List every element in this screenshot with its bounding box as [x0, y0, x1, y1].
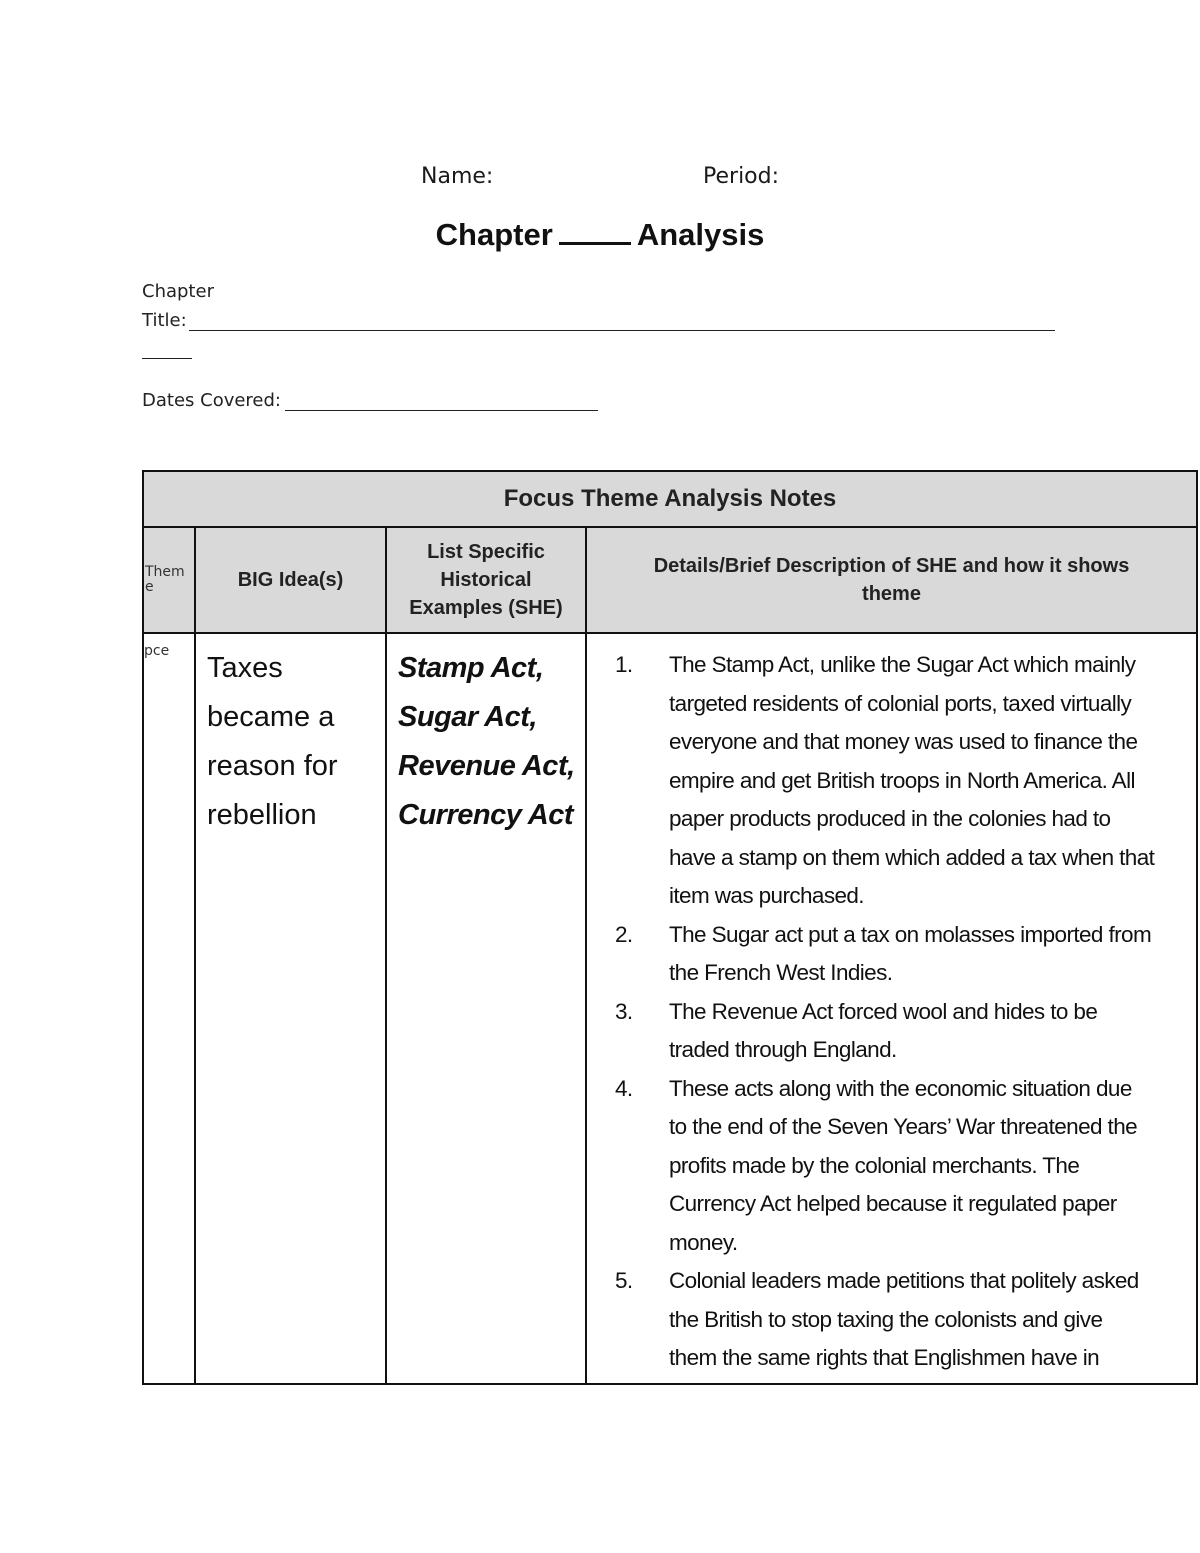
she-item: Stamp Act, — [398, 652, 544, 684]
details-item — [587, 1262, 1198, 1378]
she-header-line2: Historical — [440, 569, 532, 591]
details-line: have a stamp on them which added a tax when that — [669, 844, 1155, 870]
details-cell[interactable] — [585, 632, 1198, 1385]
details-line: them the same rights that Englishmen have in — [669, 1345, 1100, 1370]
details-line: item was purchased. — [669, 883, 864, 908]
details-line: empire and get British troops in North America. All — [669, 767, 1135, 793]
chapter-title-label-line2: Title: — [142, 310, 187, 331]
theme-header-line1: Them — [145, 564, 185, 580]
details-item — [587, 993, 1198, 1070]
details-item — [587, 1070, 1198, 1263]
title-suffix: Analysis — [636, 217, 765, 252]
details-line: The Revenue Act forced wool and hides to be — [669, 998, 1098, 1024]
dates-covered-line[interactable] — [285, 410, 598, 411]
details-item-number: 2. — [615, 921, 633, 947]
details-line: targeted residents of colonial ports, taxed virtually — [669, 690, 1132, 716]
details-line: The Stamp Act, unlike the Sugar Act which mainly — [669, 652, 1136, 677]
table-banner: Focus Theme Analysis Notes — [142, 470, 1198, 528]
she-item: Currency Act — [398, 799, 574, 831]
big-idea-line: rebellion — [207, 799, 317, 831]
period-label: Period: — [703, 164, 780, 189]
details-line: money. — [669, 1229, 738, 1255]
theme-cell[interactable] — [142, 632, 196, 1385]
details-item-number: 3. — [615, 998, 633, 1024]
details-header-line2: theme — [862, 583, 921, 605]
big-idea-line: reason for — [207, 750, 338, 782]
page-title — [0, 216, 1200, 253]
she-cell[interactable] — [385, 632, 587, 1385]
details-item-number: 5. — [615, 1268, 633, 1293]
details-header-line1: Details/Brief Description of SHE and how it shows — [653, 555, 1130, 577]
chapter-title-line[interactable] — [189, 330, 1055, 331]
theme-cell-text: pce — [144, 643, 170, 659]
details-line: profits made by the colonial merchants. The — [669, 1152, 1080, 1178]
dates-covered-label: Dates Covered: — [142, 390, 281, 411]
details-line: the French West Indies. — [669, 960, 893, 985]
big-idea-cell[interactable] — [194, 632, 387, 1385]
details-line: traded through England. — [669, 1037, 897, 1062]
she-header-line3: Examples (SHE) — [409, 597, 563, 619]
details-item-number: 1. — [615, 652, 633, 677]
theme-header-line2: e — [145, 579, 154, 595]
details-column-header — [585, 526, 1198, 634]
title-prefix: Chapter — [435, 217, 553, 252]
she-item: Sugar Act, — [398, 701, 537, 733]
details-item — [587, 646, 1198, 916]
details-line: Currency Act helped because it regulated paper — [669, 1191, 1117, 1216]
big-idea-line: Taxes — [207, 652, 283, 684]
big-idea-column-header: BIG Idea(s) — [194, 526, 387, 634]
chapter-title-label-line1: Chapter — [142, 281, 214, 302]
she-item: Revenue Act, — [398, 750, 575, 782]
chapter-title-line-continued[interactable] — [142, 358, 192, 359]
details-line: to the end of the Seven Years’ War threatened the — [669, 1114, 1138, 1139]
chapter-number-blank[interactable] — [559, 216, 631, 245]
details-item — [587, 916, 1198, 993]
details-line: everyone and that money was used to finance the — [669, 729, 1138, 754]
details-list — [587, 646, 1198, 1378]
she-header-line1: List Specific — [427, 541, 545, 563]
details-line: Colonial leaders made petitions that politely asked — [669, 1268, 1139, 1293]
details-item-number: 4. — [615, 1075, 633, 1101]
details-line: The Sugar act put a tax on molasses imported from — [669, 921, 1152, 947]
details-line: paper products produced in the colonies had to — [669, 806, 1111, 831]
theme-column-header — [142, 526, 196, 634]
she-column-header — [385, 526, 587, 634]
name-label: Name: — [421, 164, 494, 189]
details-line: These acts along with the economic situation due — [669, 1075, 1132, 1101]
details-line: the British to stop taxing the colonists and give — [669, 1306, 1103, 1332]
big-idea-line: became a — [207, 701, 335, 733]
